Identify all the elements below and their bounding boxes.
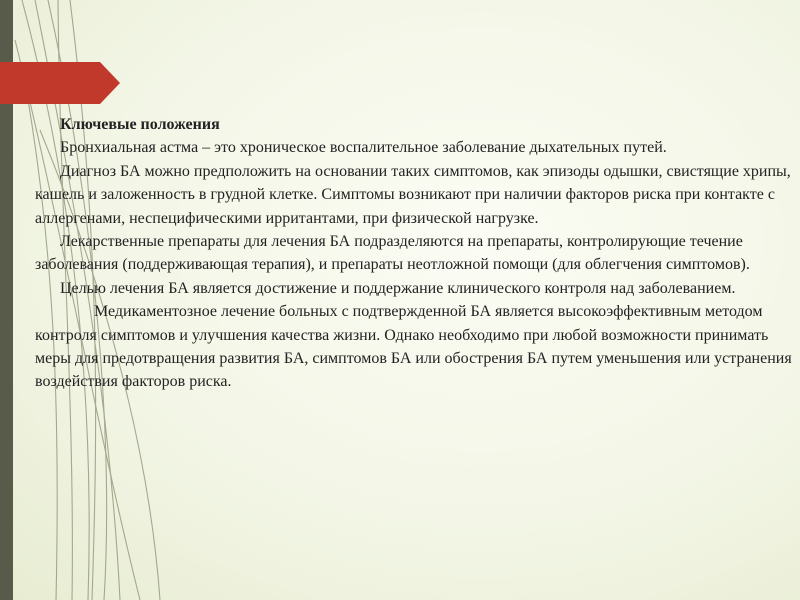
red-ribbon-arrow <box>0 62 120 104</box>
paragraph-diagnosis: Диагноз БА можно предположить на основании таких симптомов, как эпизоды одышки, свистящие хрипы, кашель и заложенность в грудной клетке. Симптомы возникают при наличии факторов риска при контакте с аллергенами, неспецифическими ирритантами, при физической нагрузке. <box>35 162 791 227</box>
heading-key-points: Ключевые положения <box>60 116 220 133</box>
paragraph-drug-therapy: Медикаментозное лечение больных с подтвержденной БА является высокоэффективным методом контроля симптомов и улучшения качества жизни. Однако необходимо при любой возможности принимать меры для предотвращения развития БА, симптомов БА или обострения БА путем уменьшения или устранения воздействия факторов риска. <box>35 303 792 391</box>
slide-text-block <box>35 113 800 394</box>
paragraph-definition: Бронхиальная астма – это хроническое воспалительное заболевание дыхательных путей. <box>60 139 667 157</box>
paragraph-treatment-goal: Целью лечения БА является достижение и поддержание клинического контроля над заболеванием. <box>60 279 736 297</box>
paragraph-medications: Лекарственные препараты для лечения БА подразделяются на препараты, контролирующие течение заболевания (поддерживающая терапия), и препараты неотложной помощи (для облегчения симптомов). <box>35 233 750 274</box>
